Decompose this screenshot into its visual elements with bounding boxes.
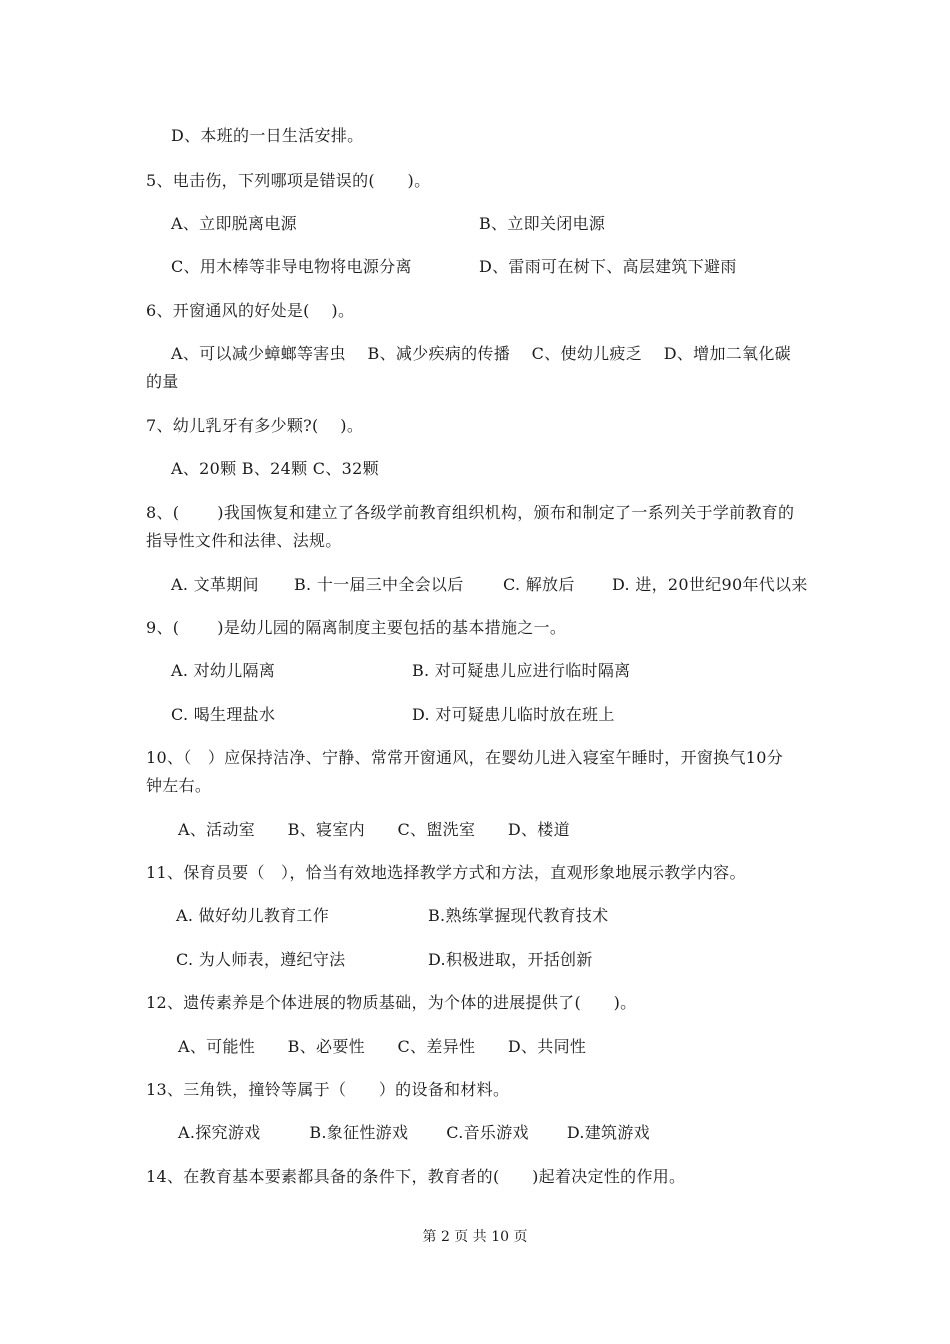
question-5-option-d: D、雷雨可在树下、高层建筑下避雨 <box>479 257 737 276</box>
question-9-option-d: D. 对可疑患儿临时放在班上 <box>412 705 615 724</box>
question-6-options-continued: 的量 <box>146 372 179 391</box>
question-11-stem: 11、保育员要（ ），恰当有效地选择教学方式和方法，直观形象地展示教学内容。 <box>146 863 746 882</box>
continued-option-d: D、本班的一日生活安排。 <box>171 126 364 145</box>
question-5-stem: 5、电击伤，下列哪项是错误的( )。 <box>146 171 431 190</box>
question-5-option-c: C、用木棒等非导电物将电源分离 <box>171 257 412 276</box>
question-5-option-b: B、立即关闭电源 <box>479 214 606 233</box>
question-11-option-d: D.积极进取，开括创新 <box>428 950 593 969</box>
question-10-stem: 10、（ ）应保持洁净、宁静、常常开窗通风，在婴幼儿进入寝室午睡时，开窗换气10分 <box>146 748 784 767</box>
page-footer: 第 2 页 共 10 页 <box>422 1229 528 1245</box>
question-8-option-b: B. 十一届三中全会以后 <box>294 575 464 594</box>
question-7-options: A、20颗 B、24颗 C、32颗 <box>171 459 379 478</box>
question-14-stem: 14、在教育基本要素都具备的条件下，教育者的( )起着决定性的作用。 <box>146 1167 686 1186</box>
question-11-option-c: C. 为人师表，遵纪守法 <box>176 950 346 969</box>
question-9-option-c: C. 喝生理盐水 <box>171 705 276 724</box>
question-13-options: A.探究游戏 B.象征性游戏 C.音乐游戏 D.建筑游戏 <box>178 1123 650 1142</box>
question-9-stem: 9、( )是幼儿园的隔离制度主要包括的基本措施之一。 <box>146 618 567 637</box>
question-10-stem-continued: 钟左右。 <box>146 776 212 795</box>
question-7-stem: 7、幼儿乳牙有多少颗?( )。 <box>146 416 364 435</box>
question-11-option-b: B.熟练掌握现代教育技术 <box>428 906 609 925</box>
question-8-option-c: C. 解放后 <box>503 575 575 594</box>
question-8-stem: 8、( )我国恢复和建立了各级学前教育组织机构，颁布和制定了一系列关于学前教育的 <box>146 503 795 522</box>
question-11-option-a: A. 做好幼儿教育工作 <box>176 906 330 925</box>
question-5-option-a: A、立即脱离电源 <box>171 214 297 233</box>
question-10-options: A、活动室 B、寝室内 C、盥洗室 D、楼道 <box>178 820 570 839</box>
question-6-options: A、可以减少蟑螂等害虫 B、减少疾病的传播 C、使幼儿疲乏 D、增加二氧化碳 <box>171 344 791 363</box>
question-8-stem-continued: 指导性文件和法律、法规。 <box>146 531 342 550</box>
question-9-option-a: A. 对幼儿隔离 <box>171 661 276 680</box>
question-9-option-b: B. 对可疑患儿应进行临时隔离 <box>412 661 631 680</box>
question-8-option-d: D. 进，20世纪90年代以来 <box>612 575 808 594</box>
question-12-stem: 12、遗传素养是个体进展的物质基础，为个体的进展提供了( )。 <box>146 993 637 1012</box>
question-12-options: A、可能性 B、必要性 C、差异性 D、共同性 <box>178 1037 587 1056</box>
question-13-stem: 13、三角铁，撞铃等属于（ ）的设备和材料。 <box>146 1080 510 1099</box>
question-6-stem: 6、开窗通风的好处是( )。 <box>146 301 355 320</box>
question-8-option-a: A. 文革期间 <box>171 575 259 594</box>
